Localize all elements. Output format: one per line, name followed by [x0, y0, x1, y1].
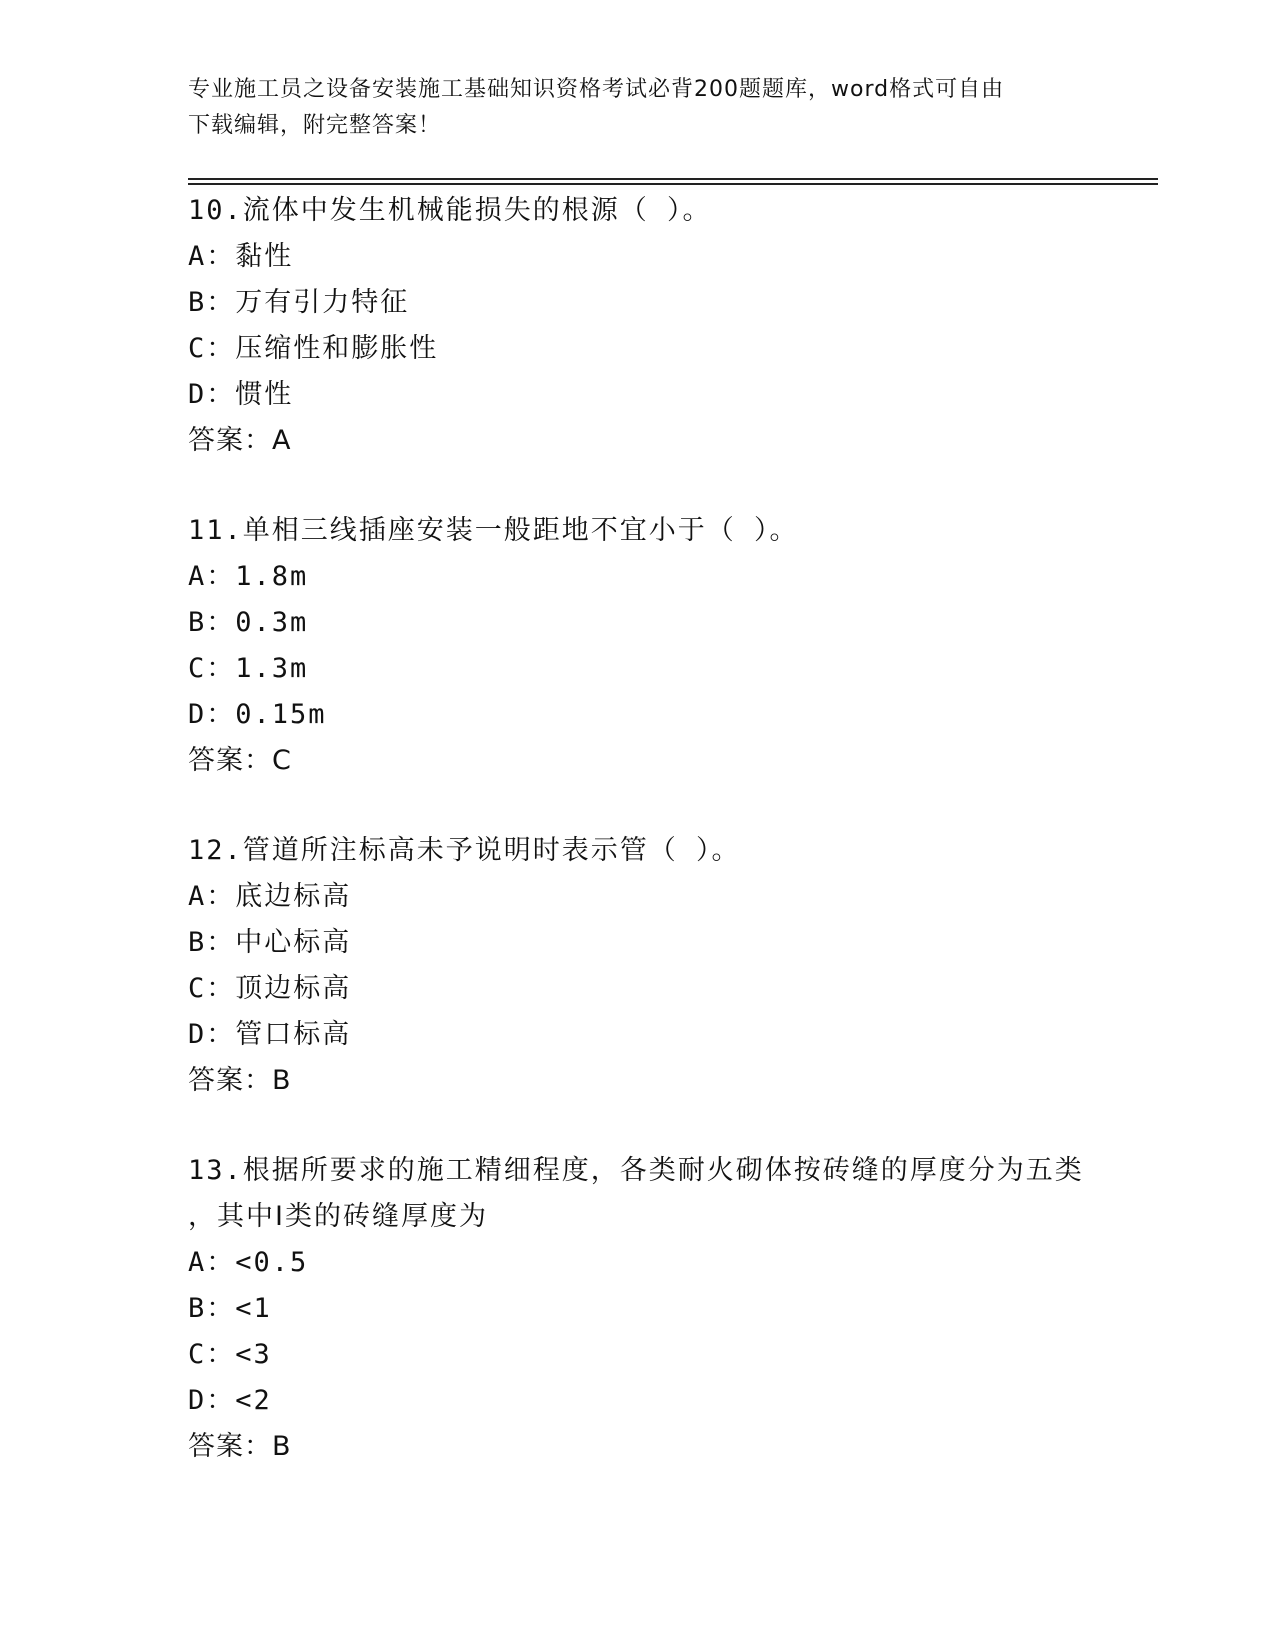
header-line-2: 下载编辑，附完整答案！ [188, 113, 442, 138]
option-a: A：<0.5 [188, 1247, 309, 1278]
question-12 [188, 828, 1088, 1104]
option-c: C：1.3m [188, 653, 309, 684]
question-13 [188, 1148, 1088, 1470]
header-line-1: 专业施工员之设备安装施工基础知识资格考试必背200题题库，word格式可自由 [188, 77, 1005, 102]
document-header [188, 72, 1068, 144]
option-b: B：中心标高 [188, 927, 352, 958]
option-d: D：管口标高 [188, 1019, 352, 1050]
answer-line: 答案：B [188, 1065, 292, 1096]
header-divider-top [188, 178, 1158, 180]
option-c: C：<3 [188, 1339, 272, 1370]
answer-line: 答案：B [188, 1431, 292, 1462]
question-stem: 11.单相三线插座安装一般距地不宜小于（ ）。 [188, 515, 799, 546]
option-c: C：顶边标高 [188, 973, 352, 1004]
answer-line: 答案：A [188, 425, 292, 456]
question-stem-line-1: 13.根据所要求的施工精细程度，各类耐火砌体按砖缝的厚度分为五类 [188, 1155, 1084, 1186]
header-divider-bottom [188, 183, 1158, 185]
option-c: C：压缩性和膨胀性 [188, 333, 439, 364]
option-d: D：0.15m [188, 699, 327, 730]
question-10 [188, 188, 1088, 464]
option-a: A：底边标高 [188, 881, 352, 912]
option-b: B：<1 [188, 1293, 272, 1324]
option-b: B：0.3m [188, 607, 309, 638]
question-11 [188, 508, 1088, 784]
question-stem: 12.管道所注标高未予说明时表示管（ ）。 [188, 835, 741, 866]
option-b: B：万有引力特征 [188, 287, 410, 318]
option-d: D：<2 [188, 1385, 272, 1416]
question-stem: 10.流体中发生机械能损失的根源（ ）。 [188, 195, 712, 226]
question-stem-line-2: ，其中Ⅰ类的砖缝厚度为 [188, 1201, 488, 1232]
option-a: A：黏性 [188, 241, 294, 272]
option-d: D：惯性 [188, 379, 294, 410]
answer-line: 答案：C [188, 745, 292, 776]
option-a: A：1.8m [188, 561, 309, 592]
